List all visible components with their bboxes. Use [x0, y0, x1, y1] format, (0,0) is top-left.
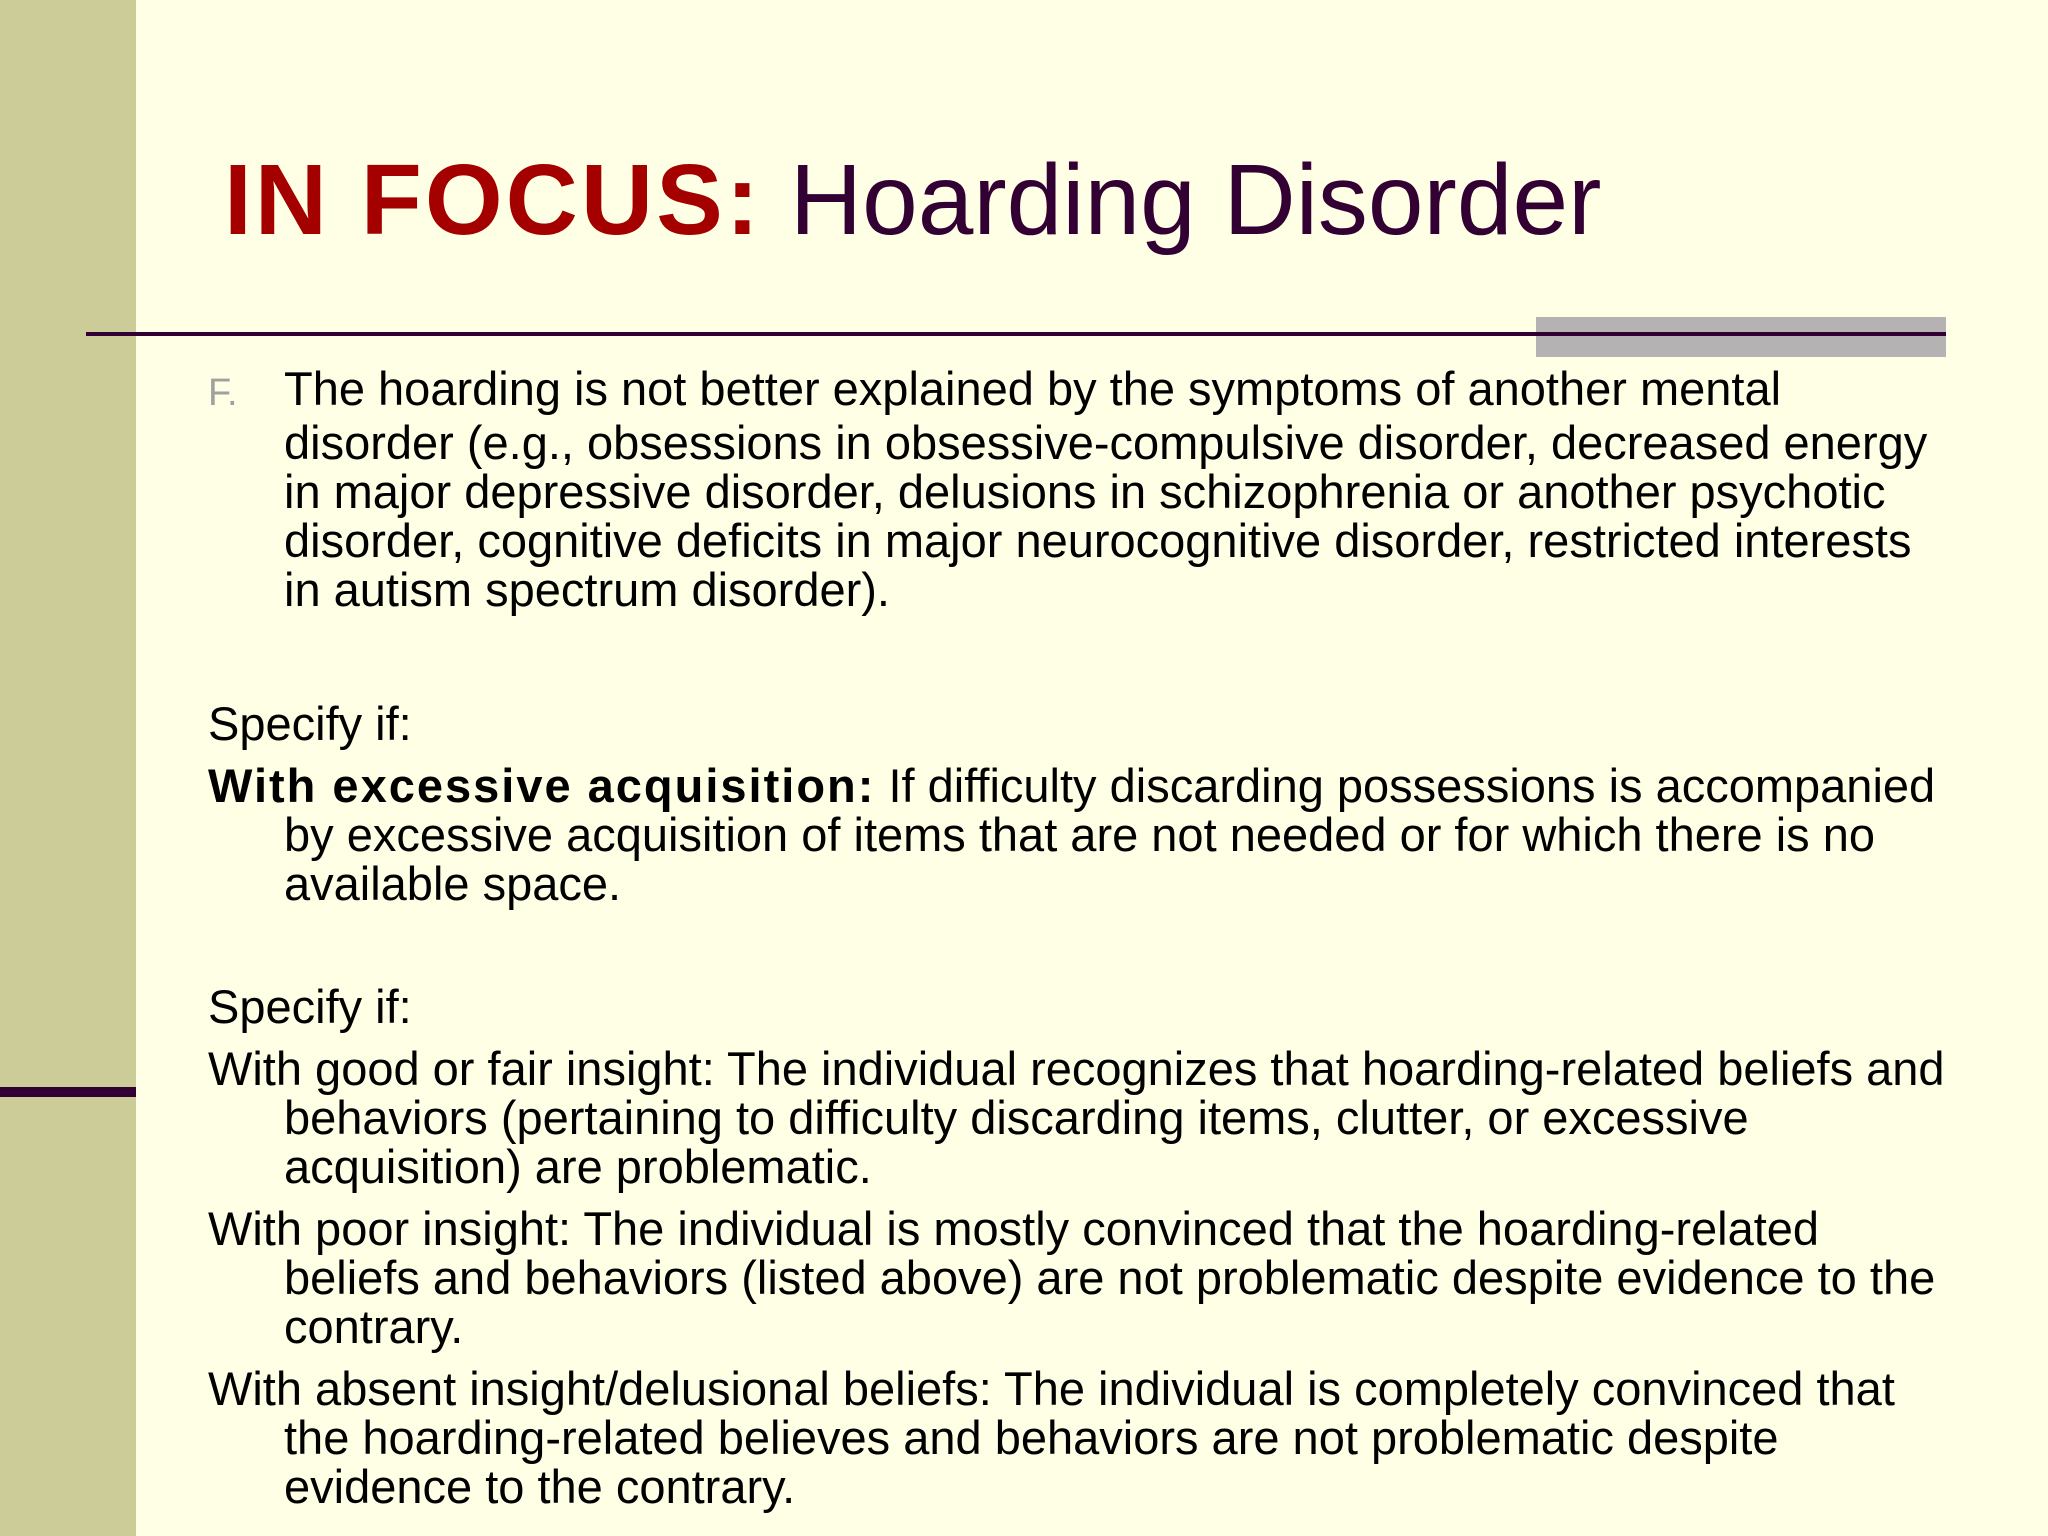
specifier-excessive-acquisition: [208, 761, 1958, 908]
insight-item-absent: [208, 1364, 1958, 1511]
insight-item-poor: [208, 1204, 1958, 1351]
left-decorative-bar: [0, 0, 136, 1536]
criterion-f-text: The hoarding is not better explained by the symptoms of another mental disorder (e.g., obsessions in obsessive-compulsive disorder, decreased energy in major depressive disorder, delusions in schizophrenia or another psychotic disorder, cognitive deficits in major neurocognitive disorder, restricted interests in autism spectrum disorder).: [284, 362, 1928, 616]
title-main: Hoarding Disorder: [789, 144, 1602, 256]
insight-term: With poor insight:: [208, 1202, 572, 1255]
criterion-f-marker: F.: [208, 372, 238, 414]
insight-text: The individual is mostly convinced that the hoarding-related beliefs and behaviors (listed above) are not problematic despite evidence to the contrary.: [284, 1202, 1936, 1353]
slide-title: [224, 138, 1601, 262]
insight-term: With absent insight/delusional beliefs:: [208, 1362, 992, 1415]
title-divider-overlay: [1536, 332, 1946, 336]
specifier-term: With excessive acquisition:: [208, 759, 876, 812]
insight-item-good: [208, 1044, 1958, 1191]
specifier-text: If difficulty discarding possessions is accompanied by excessive acquisition of items that are not needed or for which there is no available space.: [284, 759, 1936, 910]
title-divider-grey-block: [1536, 317, 1946, 357]
specify-heading-2: Specify if:: [208, 980, 412, 1033]
insight-term: With good or fair insight:: [208, 1042, 715, 1095]
insight-text: The individual recognizes that hoarding-related beliefs and behaviors (pertaining to difficulty discarding items, clutter, or excessive acquisition) are problematic.: [284, 1042, 1945, 1193]
left-bar-accent-line: [0, 1087, 136, 1097]
insight-text: The individual is completely convinced that the hoarding-related believes and behaviors are not problematic despite evidence to the contrary.: [284, 1362, 1895, 1513]
criterion-f: [208, 364, 1958, 614]
slide-body: [208, 364, 1958, 1511]
specify-heading-1: Specify if:: [208, 697, 412, 750]
title-prefix: IN FOCUS:: [224, 144, 763, 256]
